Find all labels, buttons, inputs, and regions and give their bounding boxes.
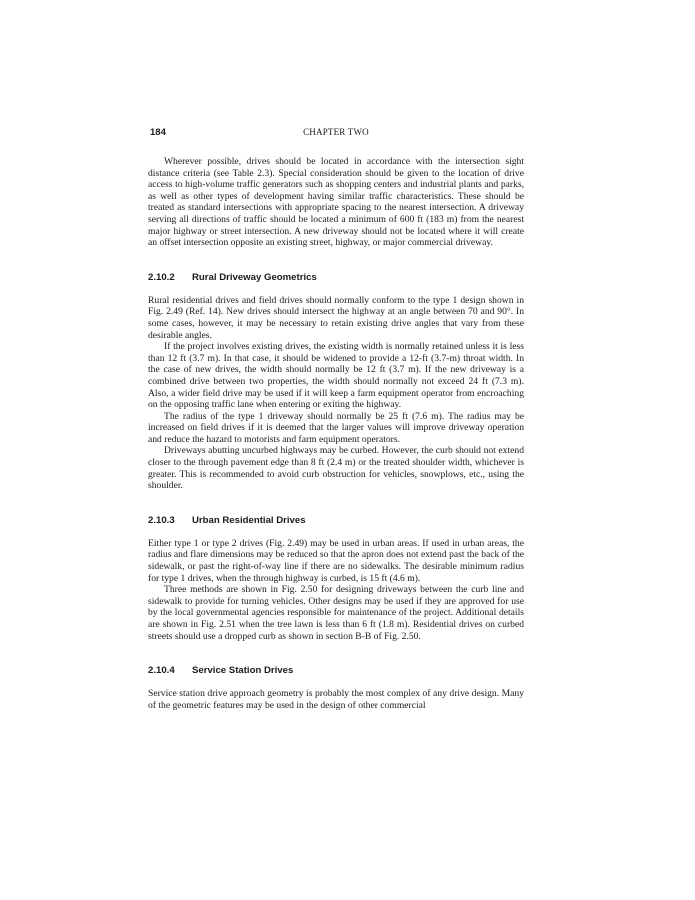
section-title: Urban Residential Drives [192,514,306,526]
section-heading [148,272,524,283]
section-title: Rural Driveway Geometrics [192,271,317,283]
body-paragraph: If the project involves existing drives, the existing width is normally retained unless it is less than 12 ft (3.7 m). In that case, it should be widened to provide a 12-ft (3.7-m) throat width. In the case of new drives, the width should normally be 12 ft (3.7 m). If the new driveway is a combined drive between two properties, the width should normally not exceed 24 ft (7.3 m). Also, a wider field drive may be used if it will keep a farm equipment operator from encroaching on the opposing traffic lane when entering or exiting the highway. [148,341,524,411]
body-paragraph: Three methods are shown in Fig. 2.50 for designing driveways between the curb line and sidewalk to provide for turning vehicles. Other designs may be used if they are approved for use by the local governmental agencies responsible for maintenance of the project. Additional details are shown in Fig. 2.51 when the tree lawn is less than 6 ft (1.8 m). Residential drives on curbed streets should use a dropped curb as shown in section B-B of Fig. 2.50. [148,584,524,642]
section-heading [148,515,524,526]
chapter-title: CHAPTER TWO [303,127,369,137]
body-paragraph: Service station drive approach geometry is probably the most complex of any drive design. Many of the geometric features may be used in the design of other commercial [148,688,524,711]
body-paragraph: Either type 1 or type 2 drives (Fig. 2.49) may be used in urban areas. If used in urban areas, the radius and flare dimensions may be reduced so that the apron does not extend past the back of the sidewalk, or past the right-of-way line if there are no sidewalks. The desirable minimum radius for type 1 drives, when the through highway is curbed, is 15 ft (4.6 m). [148,537,524,584]
running-head [148,127,524,141]
section-2-10-3 [148,515,524,642]
body-paragraph: The radius of the type 1 driveway should normally be 25 ft (7.6 m). The radius may be increased on field drives if it is deemed that the larger values will improve driveway operation and reduce the hazard to motorists and farm equipment operators. [148,410,524,445]
intro-block [148,156,524,249]
section-2-10-2 [148,272,524,492]
body-paragraph: Driveways abutting uncurbed highways may be curbed. However, the curb should not extend closer to the through pavement edge than 8 ft (2.4 m) or the treated shoulder width, whichever is greater. This is recommended to avoid curb obstruction for vehicles, snowplows, etc., using the shoulder. [148,445,524,492]
book-page [148,127,524,711]
body-paragraph: Wherever possible, drives should be located in accordance with the intersection sight distance criteria (see Table 2.3). Special consideration should be given to the location of drive access to high-volume traffic generators such as shopping centers and industrial plants and parks, as well as other types of development having similar traffic characteristics. These should be treated as standard intersections with appropriate spacing to the nearest intersection. A driveway serving all directions of traffic should be located a minimum of 600 ft (183 m) from the nearest major highway or street intersection. A new driveway should not be located where it will create an offset intersection opposite an existing street, highway, or major commercial driveway. [148,156,524,249]
section-2-10-4 [148,665,524,711]
section-number: 2.10.4 [148,665,175,677]
section-heading [148,665,524,676]
section-number: 2.10.2 [148,271,175,283]
section-number: 2.10.3 [148,514,175,526]
body-paragraph: Rural residential drives and field drives should normally conform to the type 1 design shown in Fig. 2.49 (Ref. 14). New drives should intersect the highway at an angle between 70 and 90°. In some cases, however, it may be necessary to retain existing drive angles that vary from these desirable angles. [148,294,524,341]
section-title: Service Station Drives [192,665,294,677]
page-number: 184 [150,127,166,138]
